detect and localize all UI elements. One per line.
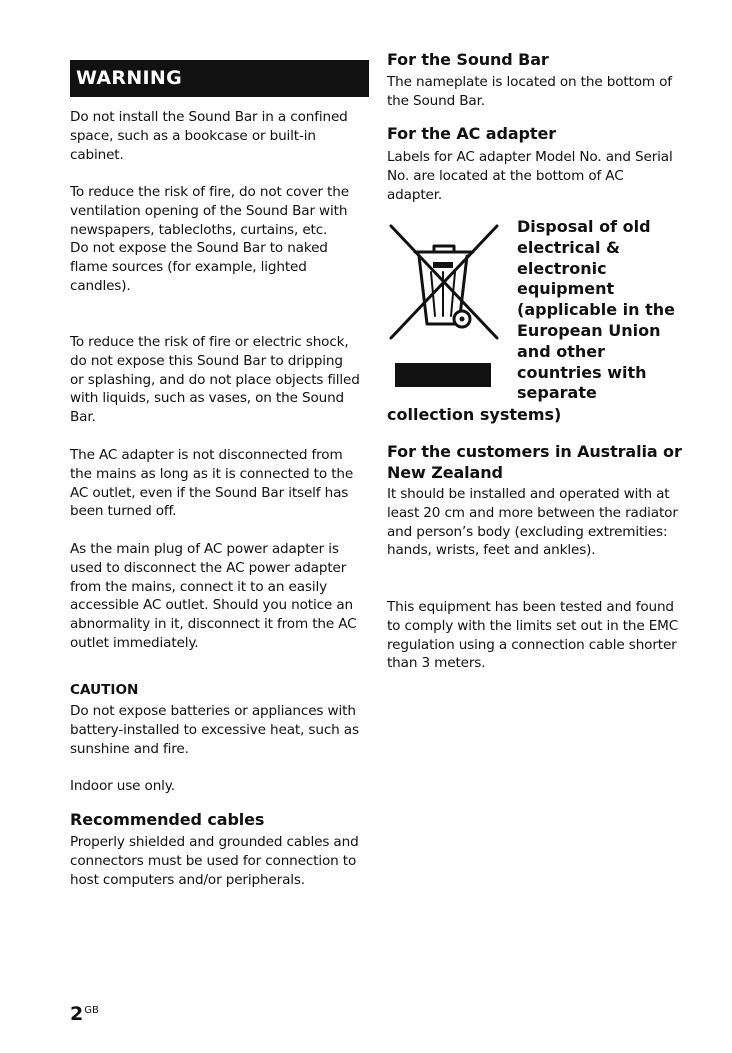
- page-number-value: 2: [70, 1003, 84, 1025]
- disposal-heading-tail: collection systems): [387, 405, 562, 424]
- disposal-heading-line-1: Disposal of old: [517, 217, 651, 236]
- warning-title: WARNING: [76, 67, 183, 89]
- warning-banner: [70, 60, 369, 97]
- bin-lid-bar: [433, 262, 453, 268]
- caution-text: Do not expose batteries or appliances with battery-installed to excessive heat, such as sunshine and fire.: [70, 703, 359, 757]
- warning-paragraph-5: As the main plug of AC power adapter is used to disconnect the AC power adapter from the mains, connect it to an easily accessible AC outlet. Should you notice an abnormality in it, disconnect it from the AC outlet immediately.: [70, 541, 357, 651]
- disposal-heading-line-2: electrical &: [517, 237, 620, 257]
- warning-paragraph-4: The AC adapter is not disconnected from the mains as long as it is connected to the AC outlet, even if the Sound Bar itself has been turned off.: [70, 447, 354, 520]
- anz-heading: For the customers in Australia or New Zealand: [387, 442, 682, 482]
- disposal-heading-line-3: electronic: [517, 258, 607, 278]
- emc-text: This equipment has been tested and found to comply with the limits set out in the EMC regulation using a connection cable shorter than 3 meters.: [387, 599, 679, 672]
- crossed-out-wheelie-bin-icon: [387, 222, 499, 388]
- disposal-heading-line-6: European Union: [517, 320, 661, 340]
- bin-underline-bar: [395, 363, 491, 387]
- adapter-text: Labels for AC adapter Model No. and Serial No. are located at the bottom of AC adapter.: [387, 149, 673, 203]
- disposal-heading: [517, 217, 692, 404]
- page-language-suffix: GB: [84, 1005, 99, 1016]
- cables-heading: Recommended cables: [70, 810, 265, 829]
- disposal-heading-line-7: and other: [517, 341, 605, 361]
- indoor-text: Indoor use only.: [70, 778, 175, 794]
- soundbar-text: The nameplate is located on the bottom of the Sound Bar.: [387, 74, 672, 109]
- disposal-heading-line-5: (applicable in the: [517, 300, 675, 320]
- bin-wheel-hub: [460, 317, 465, 322]
- disposal-heading-line-4: equipment: [517, 279, 615, 299]
- anz-text: It should be installed and operated with at least 20 cm and more between the radiator and person’s body (excluding extremities: hands, wrists, feet and ankles).: [387, 486, 678, 559]
- caution-title: CAUTION: [70, 682, 139, 698]
- adapter-heading: For the AC adapter: [387, 124, 556, 143]
- warning-paragraph-2: To reduce the risk of fire, do not cover the ventilation opening of the Sound Bar with newspapers, tablecloths, curtains, etc. Do not expose the Sound Bar to naked flame sources (for example, lighted candles).: [70, 184, 349, 294]
- page-number: [70, 1003, 99, 1025]
- soundbar-heading: For the Sound Bar: [387, 50, 549, 69]
- warning-paragraph-1: Do not install the Sound Bar in a confined space, such as a bookcase or built-in cabinet.: [70, 109, 348, 163]
- warning-paragraph-3: To reduce the risk of fire or electric shock, do not expose this Sound Bar to dripping or splashing, and do not place objects filled with liquids, such as vases, on the Sound Bar.: [70, 334, 360, 426]
- cables-text: Properly shielded and grounded cables and connectors must be used for connection to host computers and/or peripherals.: [70, 834, 359, 888]
- disposal-heading-line-8: countries with: [517, 362, 647, 382]
- disposal-heading-line-9: separate: [517, 383, 597, 403]
